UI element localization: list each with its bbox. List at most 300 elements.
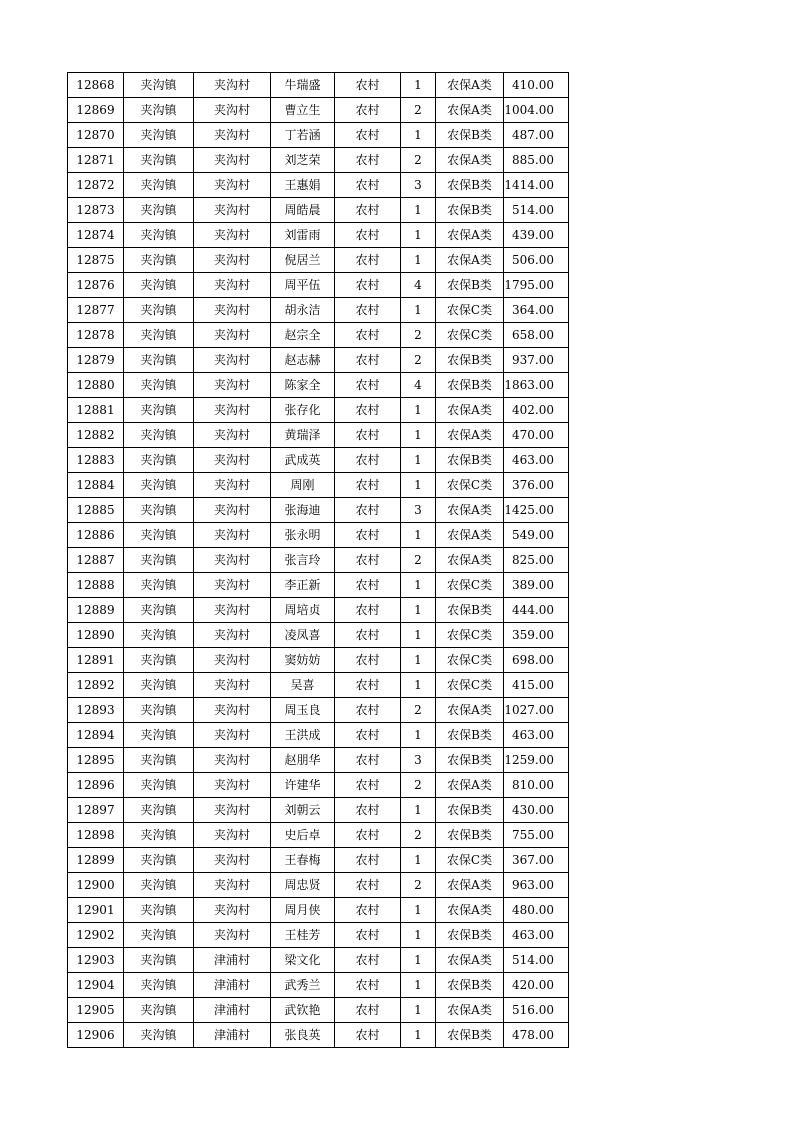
town-cell: 夹沟镇 — [124, 623, 194, 648]
record-id-cell: 12903 — [68, 948, 124, 973]
household-type-cell: 农村 — [335, 373, 401, 398]
person-name-cell: 周平伍 — [271, 273, 335, 298]
household-size-cell: 1 — [401, 948, 436, 973]
record-id-cell: 12877 — [68, 298, 124, 323]
record-id-cell: 12882 — [68, 423, 124, 448]
household-type-cell: 农村 — [335, 173, 401, 198]
amount-cell: 514.00 — [504, 198, 569, 223]
table-row — [68, 598, 569, 623]
village-cell: 夹沟村 — [194, 473, 271, 498]
person-name-cell: 刘朝云 — [271, 798, 335, 823]
record-id-cell: 12894 — [68, 723, 124, 748]
table-row — [68, 748, 569, 773]
household-type-cell: 农村 — [335, 623, 401, 648]
record-id-cell: 12869 — [68, 98, 124, 123]
record-id-cell: 12900 — [68, 873, 124, 898]
town-cell: 夹沟镇 — [124, 148, 194, 173]
town-cell: 夹沟镇 — [124, 573, 194, 598]
table-row — [68, 948, 569, 973]
record-id-cell: 12884 — [68, 473, 124, 498]
village-cell: 夹沟村 — [194, 898, 271, 923]
record-id-cell: 12893 — [68, 698, 124, 723]
amount-cell: 463.00 — [504, 723, 569, 748]
person-name-cell: 张存化 — [271, 398, 335, 423]
village-cell: 夹沟村 — [194, 173, 271, 198]
household-size-cell: 2 — [401, 773, 436, 798]
household-type-cell: 农村 — [335, 748, 401, 773]
village-cell: 夹沟村 — [194, 573, 271, 598]
amount-cell: 825.00 — [504, 548, 569, 573]
table-row — [68, 998, 569, 1023]
town-cell: 夹沟镇 — [124, 773, 194, 798]
town-cell: 夹沟镇 — [124, 848, 194, 873]
household-type-cell: 农村 — [335, 648, 401, 673]
town-cell: 夹沟镇 — [124, 173, 194, 198]
village-cell: 夹沟村 — [194, 623, 271, 648]
insurance-category-cell: 农保B类 — [436, 198, 504, 223]
village-cell: 夹沟村 — [194, 398, 271, 423]
insurance-category-cell: 农保C类 — [436, 673, 504, 698]
insurance-category-cell: 农保C类 — [436, 848, 504, 873]
village-cell: 夹沟村 — [194, 348, 271, 373]
table-row — [68, 698, 569, 723]
person-name-cell: 周月侠 — [271, 898, 335, 923]
person-name-cell: 陈家全 — [271, 373, 335, 398]
person-name-cell: 凌凤喜 — [271, 623, 335, 648]
person-name-cell: 张言玲 — [271, 548, 335, 573]
table-row — [68, 423, 569, 448]
town-cell: 夹沟镇 — [124, 198, 194, 223]
person-name-cell: 胡永洁 — [271, 298, 335, 323]
insurance-category-cell: 农保B类 — [436, 273, 504, 298]
household-size-cell: 1 — [401, 848, 436, 873]
household-size-cell: 1 — [401, 798, 436, 823]
record-id-cell: 12885 — [68, 498, 124, 523]
insurance-category-cell: 农保B类 — [436, 373, 504, 398]
village-cell: 夹沟村 — [194, 198, 271, 223]
village-cell: 夹沟村 — [194, 548, 271, 573]
amount-cell: 376.00 — [504, 473, 569, 498]
person-name-cell: 窦妨妨 — [271, 648, 335, 673]
household-type-cell: 农村 — [335, 548, 401, 573]
household-size-cell: 2 — [401, 698, 436, 723]
town-cell: 夹沟镇 — [124, 448, 194, 473]
insurance-category-cell: 农保A类 — [436, 498, 504, 523]
amount-cell: 444.00 — [504, 598, 569, 623]
amount-cell: 549.00 — [504, 523, 569, 548]
town-cell: 夹沟镇 — [124, 298, 194, 323]
household-type-cell: 农村 — [335, 798, 401, 823]
record-id-cell: 12902 — [68, 923, 124, 948]
amount-cell: 420.00 — [504, 973, 569, 998]
person-name-cell: 梁文化 — [271, 948, 335, 973]
village-cell: 夹沟村 — [194, 873, 271, 898]
village-cell: 夹沟村 — [194, 248, 271, 273]
village-cell: 津浦村 — [194, 973, 271, 998]
village-cell: 夹沟村 — [194, 98, 271, 123]
household-size-cell: 1 — [401, 73, 436, 98]
village-cell: 夹沟村 — [194, 648, 271, 673]
amount-cell: 1795.00 — [504, 273, 569, 298]
village-cell: 夹沟村 — [194, 823, 271, 848]
insurance-category-cell: 农保A类 — [436, 898, 504, 923]
record-id-cell: 12896 — [68, 773, 124, 798]
table-row — [68, 148, 569, 173]
insurance-category-cell: 农保A类 — [436, 148, 504, 173]
household-type-cell: 农村 — [335, 398, 401, 423]
record-id-cell: 12887 — [68, 548, 124, 573]
record-id-cell: 12872 — [68, 173, 124, 198]
record-id-cell: 12899 — [68, 848, 124, 873]
town-cell: 夹沟镇 — [124, 823, 194, 848]
record-id-cell: 12879 — [68, 348, 124, 373]
person-name-cell: 丁若涵 — [271, 123, 335, 148]
amount-cell: 389.00 — [504, 573, 569, 598]
town-cell: 夹沟镇 — [124, 398, 194, 423]
amount-cell: 463.00 — [504, 448, 569, 473]
amount-cell: 364.00 — [504, 298, 569, 323]
amount-cell: 963.00 — [504, 873, 569, 898]
table-row — [68, 73, 569, 98]
insurance-category-cell: 农保A类 — [436, 873, 504, 898]
household-type-cell: 农村 — [335, 998, 401, 1023]
record-id-cell: 12873 — [68, 198, 124, 223]
household-type-cell: 农村 — [335, 123, 401, 148]
insurance-category-cell: 农保C类 — [436, 298, 504, 323]
person-name-cell: 周刚 — [271, 473, 335, 498]
table-row — [68, 248, 569, 273]
household-size-cell: 3 — [401, 748, 436, 773]
person-name-cell: 周玉良 — [271, 698, 335, 723]
household-type-cell: 农村 — [335, 848, 401, 873]
insurance-category-cell: 农保B类 — [436, 723, 504, 748]
record-id-cell: 12906 — [68, 1023, 124, 1048]
household-size-cell: 1 — [401, 673, 436, 698]
insurance-category-cell: 农保B类 — [436, 748, 504, 773]
village-cell: 夹沟村 — [194, 773, 271, 798]
household-type-cell: 农村 — [335, 698, 401, 723]
town-cell: 夹沟镇 — [124, 348, 194, 373]
town-cell: 夹沟镇 — [124, 723, 194, 748]
table-row — [68, 223, 569, 248]
person-name-cell: 倪居兰 — [271, 248, 335, 273]
town-cell: 夹沟镇 — [124, 323, 194, 348]
household-size-cell: 1 — [401, 648, 436, 673]
household-size-cell: 1 — [401, 973, 436, 998]
amount-cell: 1425.00 — [504, 498, 569, 523]
record-id-cell: 12901 — [68, 898, 124, 923]
record-id-cell: 12888 — [68, 573, 124, 598]
household-size-cell: 2 — [401, 873, 436, 898]
insurance-category-cell: 农保B类 — [436, 173, 504, 198]
household-type-cell: 农村 — [335, 823, 401, 848]
person-name-cell: 牛瑞盛 — [271, 73, 335, 98]
person-name-cell: 赵志赫 — [271, 348, 335, 373]
household-size-cell: 1 — [401, 723, 436, 748]
household-size-cell: 3 — [401, 498, 436, 523]
household-type-cell: 农村 — [335, 673, 401, 698]
insurance-category-cell: 农保A类 — [436, 548, 504, 573]
town-cell: 夹沟镇 — [124, 1023, 194, 1048]
table-row — [68, 573, 569, 598]
insurance-category-cell: 农保C类 — [436, 623, 504, 648]
record-id-cell: 12895 — [68, 748, 124, 773]
household-type-cell: 农村 — [335, 498, 401, 523]
household-size-cell: 4 — [401, 273, 436, 298]
town-cell: 夹沟镇 — [124, 648, 194, 673]
record-id-cell: 12889 — [68, 598, 124, 623]
household-size-cell: 1 — [401, 423, 436, 448]
insurance-category-cell: 农保A类 — [436, 98, 504, 123]
household-type-cell: 农村 — [335, 723, 401, 748]
household-type-cell: 农村 — [335, 223, 401, 248]
table-row — [68, 348, 569, 373]
town-cell: 夹沟镇 — [124, 248, 194, 273]
record-id-cell: 12892 — [68, 673, 124, 698]
village-cell: 夹沟村 — [194, 323, 271, 348]
person-name-cell: 张永明 — [271, 523, 335, 548]
person-name-cell: 王惠娟 — [271, 173, 335, 198]
household-type-cell: 农村 — [335, 898, 401, 923]
records-table — [67, 72, 569, 1048]
person-name-cell: 王春梅 — [271, 848, 335, 873]
amount-cell: 478.00 — [504, 1023, 569, 1048]
insurance-category-cell: 农保A类 — [436, 998, 504, 1023]
household-type-cell: 农村 — [335, 273, 401, 298]
insurance-category-cell: 农保B类 — [436, 598, 504, 623]
town-cell: 夹沟镇 — [124, 123, 194, 148]
village-cell: 夹沟村 — [194, 673, 271, 698]
household-size-cell: 1 — [401, 523, 436, 548]
table-row — [68, 923, 569, 948]
amount-cell: 1004.00 — [504, 98, 569, 123]
insurance-category-cell: 农保A类 — [436, 248, 504, 273]
table-row — [68, 798, 569, 823]
insurance-category-cell: 农保B类 — [436, 923, 504, 948]
household-type-cell: 农村 — [335, 1023, 401, 1048]
household-size-cell: 2 — [401, 148, 436, 173]
town-cell: 夹沟镇 — [124, 423, 194, 448]
village-cell: 津浦村 — [194, 1023, 271, 1048]
record-id-cell: 12878 — [68, 323, 124, 348]
village-cell: 夹沟村 — [194, 848, 271, 873]
household-size-cell: 1 — [401, 198, 436, 223]
insurance-category-cell: 农保A类 — [436, 773, 504, 798]
record-id-cell: 12881 — [68, 398, 124, 423]
town-cell: 夹沟镇 — [124, 73, 194, 98]
insurance-category-cell: 农保A类 — [436, 398, 504, 423]
table-row — [68, 973, 569, 998]
household-size-cell: 4 — [401, 373, 436, 398]
amount-cell: 487.00 — [504, 123, 569, 148]
amount-cell: 367.00 — [504, 848, 569, 873]
table-row — [68, 498, 569, 523]
amount-cell: 410.00 — [504, 73, 569, 98]
insurance-category-cell: 农保B类 — [436, 798, 504, 823]
household-size-cell: 1 — [401, 898, 436, 923]
person-name-cell: 王洪成 — [271, 723, 335, 748]
household-type-cell: 农村 — [335, 873, 401, 898]
town-cell: 夹沟镇 — [124, 98, 194, 123]
town-cell: 夹沟镇 — [124, 598, 194, 623]
town-cell: 夹沟镇 — [124, 498, 194, 523]
town-cell: 夹沟镇 — [124, 998, 194, 1023]
insurance-category-cell: 农保C类 — [436, 648, 504, 673]
record-id-cell: 12868 — [68, 73, 124, 98]
record-id-cell: 12890 — [68, 623, 124, 648]
insurance-category-cell: 农保C类 — [436, 573, 504, 598]
insurance-category-cell: 农保A类 — [436, 73, 504, 98]
town-cell: 夹沟镇 — [124, 898, 194, 923]
table-row — [68, 673, 569, 698]
village-cell: 夹沟村 — [194, 123, 271, 148]
household-type-cell: 农村 — [335, 923, 401, 948]
household-size-cell: 1 — [401, 448, 436, 473]
village-cell: 夹沟村 — [194, 723, 271, 748]
amount-cell: 810.00 — [504, 773, 569, 798]
insurance-category-cell: 农保A类 — [436, 223, 504, 248]
table-row — [68, 623, 569, 648]
person-name-cell: 赵朋华 — [271, 748, 335, 773]
person-name-cell: 武成英 — [271, 448, 335, 473]
household-size-cell: 1 — [401, 223, 436, 248]
amount-cell: 463.00 — [504, 923, 569, 948]
person-name-cell: 周忠贤 — [271, 873, 335, 898]
household-type-cell: 农村 — [335, 573, 401, 598]
household-size-cell: 2 — [401, 823, 436, 848]
household-size-cell: 1 — [401, 123, 436, 148]
village-cell: 津浦村 — [194, 998, 271, 1023]
insurance-category-cell: 农保C类 — [436, 323, 504, 348]
record-id-cell: 12904 — [68, 973, 124, 998]
record-id-cell: 12886 — [68, 523, 124, 548]
household-size-cell: 1 — [401, 573, 436, 598]
household-type-cell: 农村 — [335, 198, 401, 223]
person-name-cell: 刘雷雨 — [271, 223, 335, 248]
insurance-category-cell: 农保A类 — [436, 948, 504, 973]
table-row — [68, 298, 569, 323]
amount-cell: 885.00 — [504, 148, 569, 173]
insurance-category-cell: 农保B类 — [436, 973, 504, 998]
town-cell: 夹沟镇 — [124, 223, 194, 248]
household-size-cell: 1 — [401, 298, 436, 323]
insurance-category-cell: 农保A类 — [436, 698, 504, 723]
town-cell: 夹沟镇 — [124, 523, 194, 548]
household-type-cell: 农村 — [335, 348, 401, 373]
village-cell: 夹沟村 — [194, 698, 271, 723]
town-cell: 夹沟镇 — [124, 948, 194, 973]
town-cell: 夹沟镇 — [124, 273, 194, 298]
town-cell: 夹沟镇 — [124, 748, 194, 773]
record-id-cell: 12876 — [68, 273, 124, 298]
table-row — [68, 1023, 569, 1048]
household-type-cell: 农村 — [335, 473, 401, 498]
table-row — [68, 723, 569, 748]
household-type-cell: 农村 — [335, 148, 401, 173]
household-size-cell: 1 — [401, 623, 436, 648]
household-size-cell: 1 — [401, 248, 436, 273]
amount-cell: 480.00 — [504, 898, 569, 923]
table-row — [68, 173, 569, 198]
person-name-cell: 张海迪 — [271, 498, 335, 523]
table-row — [68, 373, 569, 398]
household-size-cell: 1 — [401, 1023, 436, 1048]
person-name-cell: 曹立生 — [271, 98, 335, 123]
village-cell: 夹沟村 — [194, 373, 271, 398]
amount-cell: 1259.00 — [504, 748, 569, 773]
record-id-cell: 12898 — [68, 823, 124, 848]
village-cell: 夹沟村 — [194, 73, 271, 98]
table-row — [68, 548, 569, 573]
town-cell: 夹沟镇 — [124, 548, 194, 573]
amount-cell: 755.00 — [504, 823, 569, 848]
amount-cell: 1414.00 — [504, 173, 569, 198]
amount-cell: 470.00 — [504, 423, 569, 448]
person-name-cell: 黄瑞泽 — [271, 423, 335, 448]
village-cell: 津浦村 — [194, 948, 271, 973]
person-name-cell: 赵宗全 — [271, 323, 335, 348]
insurance-category-cell: 农保C类 — [436, 473, 504, 498]
household-type-cell: 农村 — [335, 773, 401, 798]
table-row — [68, 273, 569, 298]
record-id-cell: 12905 — [68, 998, 124, 1023]
insurance-category-cell: 农保A类 — [436, 423, 504, 448]
insurance-category-cell: 农保B类 — [436, 1023, 504, 1048]
amount-cell: 415.00 — [504, 673, 569, 698]
record-id-cell: 12883 — [68, 448, 124, 473]
person-name-cell: 武秀兰 — [271, 973, 335, 998]
amount-cell: 658.00 — [504, 323, 569, 348]
table-row — [68, 823, 569, 848]
household-size-cell: 2 — [401, 348, 436, 373]
household-size-cell: 1 — [401, 473, 436, 498]
household-type-cell: 农村 — [335, 248, 401, 273]
household-size-cell: 3 — [401, 173, 436, 198]
table-row — [68, 98, 569, 123]
village-cell: 夹沟村 — [194, 223, 271, 248]
record-id-cell: 12875 — [68, 248, 124, 273]
amount-cell: 402.00 — [504, 398, 569, 423]
person-name-cell: 史后卓 — [271, 823, 335, 848]
household-type-cell: 农村 — [335, 973, 401, 998]
household-size-cell: 1 — [401, 998, 436, 1023]
household-size-cell: 2 — [401, 548, 436, 573]
table-row — [68, 198, 569, 223]
village-cell: 夹沟村 — [194, 273, 271, 298]
household-size-cell: 2 — [401, 98, 436, 123]
household-type-cell: 农村 — [335, 448, 401, 473]
amount-cell: 430.00 — [504, 798, 569, 823]
village-cell: 夹沟村 — [194, 748, 271, 773]
amount-cell: 439.00 — [504, 223, 569, 248]
village-cell: 夹沟村 — [194, 298, 271, 323]
table-row — [68, 523, 569, 548]
person-name-cell: 张良英 — [271, 1023, 335, 1048]
person-name-cell: 李正新 — [271, 573, 335, 598]
household-type-cell: 农村 — [335, 948, 401, 973]
person-name-cell: 吴喜 — [271, 673, 335, 698]
table-row — [68, 773, 569, 798]
household-type-cell: 农村 — [335, 598, 401, 623]
household-type-cell: 农村 — [335, 298, 401, 323]
household-size-cell: 1 — [401, 923, 436, 948]
person-name-cell: 许建华 — [271, 773, 335, 798]
village-cell: 夹沟村 — [194, 598, 271, 623]
household-size-cell: 2 — [401, 323, 436, 348]
amount-cell: 506.00 — [504, 248, 569, 273]
person-name-cell: 周皓晨 — [271, 198, 335, 223]
town-cell: 夹沟镇 — [124, 373, 194, 398]
